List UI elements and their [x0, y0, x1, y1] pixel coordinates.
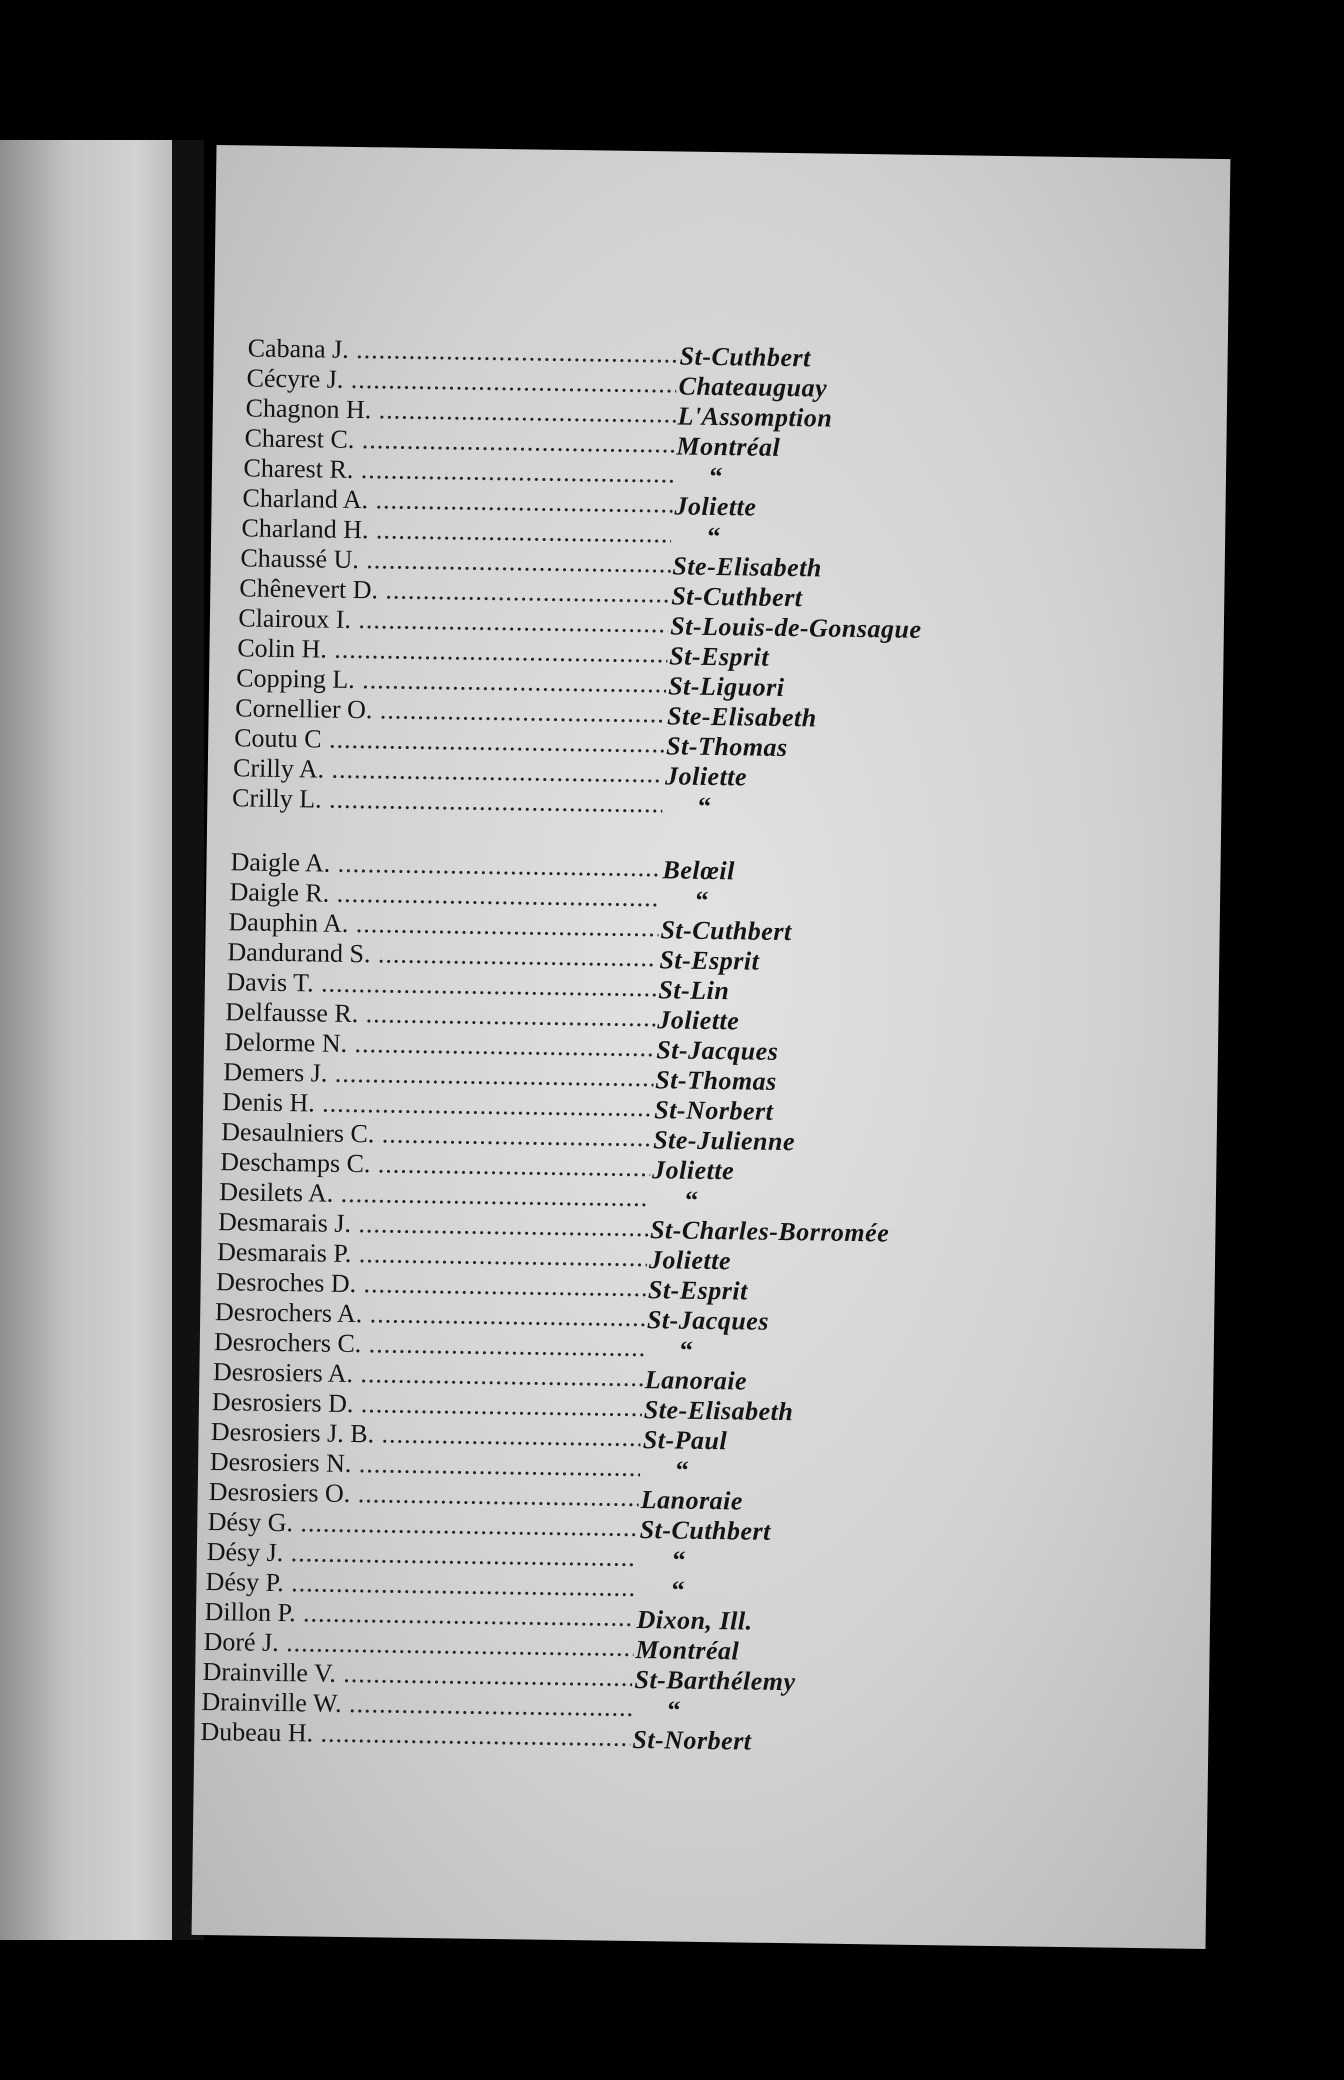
entry-name-text: Deschamps C.	[220, 1147, 371, 1179]
entry-place: Joliette	[657, 1005, 740, 1036]
entry-name-text: Charland H.	[241, 513, 369, 545]
entry-place: “	[675, 1455, 690, 1485]
entry-name-text: Desrochers C.	[213, 1327, 362, 1359]
entry-place: “	[667, 1695, 682, 1725]
entry-name-text: Desmarais J.	[217, 1207, 352, 1238]
entry-name-text: Désy P.	[205, 1566, 284, 1598]
entry-name-text: Desroches D.	[215, 1267, 357, 1299]
entry-place: St-Lin	[658, 975, 730, 1006]
entry-name-text: Desmarais P.	[216, 1237, 352, 1268]
entry-place: St-Cuthbert	[679, 341, 812, 373]
entry-place: St-Esprit	[647, 1275, 749, 1306]
entry-name-text: Desaulniers C.	[221, 1117, 375, 1149]
entry-place: St-Jacques	[656, 1035, 779, 1066]
entry-place: Lanoraie	[640, 1485, 744, 1516]
entry-name-text: Denis H.	[222, 1087, 315, 1118]
entry-place: St-Norbert	[632, 1724, 752, 1756]
entry-name-text: Desrosiers J. B.	[210, 1417, 375, 1449]
entry-place: Ste-Elisabeth	[666, 701, 817, 733]
entry-place: Ste-Elisabeth	[643, 1395, 794, 1427]
entry-name-text: Crilly A.	[232, 753, 325, 784]
entry-place: “	[679, 1335, 694, 1365]
entry-place: St-Norbert	[654, 1095, 774, 1126]
entry-name-text: Copping L.	[236, 663, 355, 694]
entry-name-text: Cornellier O.	[235, 693, 373, 725]
entry-place: L'Assomption	[677, 401, 833, 433]
directory-list	[192, 145, 1231, 1949]
entry-name-text: Dandurand S.	[227, 937, 371, 969]
entry-place: Montréal	[676, 431, 781, 462]
entry-name-text: Delorme N.	[224, 1027, 348, 1058]
entry-place: “	[707, 521, 722, 552]
directory-page	[192, 145, 1231, 1949]
entry-place: Dixon, Ill.	[636, 1605, 753, 1636]
entry-name-text: Demers J.	[223, 1057, 328, 1088]
entry-place: St-Thomas	[665, 731, 788, 763]
entry-place: Montréal	[635, 1635, 740, 1666]
entry-place: “	[672, 1545, 687, 1575]
entry-place: “	[709, 461, 724, 492]
entry-name-text: Desrosiers A.	[212, 1357, 354, 1389]
entry-place: Joliette	[664, 761, 748, 792]
entry-name-text: Delfausse R.	[225, 997, 359, 1029]
entry-name-text: Chaussé U.	[240, 543, 360, 575]
entry-place: St-Cuthbert	[660, 915, 792, 947]
entry-name-text: Dillon P.	[204, 1596, 296, 1628]
entry-place: Lanoraie	[644, 1365, 748, 1396]
entry-place: St-Cuthbert	[671, 581, 803, 613]
entry-place: Joliette	[651, 1155, 735, 1186]
entry-name-text: Charest R.	[243, 453, 354, 484]
entry-place: Joliette	[674, 491, 757, 522]
entry-name-text: Dubeau H.	[200, 1716, 314, 1748]
entry-name-text: Cécyre J.	[246, 363, 344, 394]
entry-name-text: Desrosiers D.	[211, 1387, 354, 1419]
entry-name-text: Dauphin A.	[228, 907, 349, 938]
entry-name-text: Colin H.	[237, 633, 328, 664]
entry-name-text: Cabana J.	[247, 333, 350, 364]
entry-place: Ste-Elisabeth	[672, 551, 823, 583]
entry-place: St-Esprit	[659, 945, 760, 976]
entry-name-text: Charland A.	[242, 483, 369, 515]
entry-place: “	[671, 1575, 686, 1605]
entry-name-text: Desrosiers O.	[208, 1477, 351, 1509]
entry-place: Ste-Julienne	[652, 1125, 796, 1157]
entry-place: Chateauguay	[678, 371, 828, 403]
entry-name-text: Drainville V.	[202, 1656, 337, 1688]
entry-place: St-Louis-de-Gonsague	[670, 611, 922, 644]
entry-place: “	[695, 885, 710, 915]
entry-place: “	[684, 1185, 699, 1215]
entry-name-text: Desrochers A.	[214, 1297, 363, 1329]
entry-place: St-Cuthbert	[639, 1515, 772, 1546]
entry-name	[200, 1717, 630, 1753]
entry-name-text: Drainville W.	[201, 1686, 342, 1718]
entry-name-text: Désy J.	[206, 1537, 284, 1568]
entry-name-text: Daigle R.	[229, 877, 330, 908]
entry-place: St-Barthélemy	[634, 1664, 796, 1697]
left-page-edge	[0, 140, 172, 1940]
entry-place: St-Thomas	[655, 1065, 777, 1096]
entry-place: “	[697, 791, 712, 821]
entry-name-text: Chênevert D.	[239, 573, 379, 605]
entry-place: St-Liguori	[668, 671, 785, 702]
entry-place: St-Esprit	[669, 641, 770, 672]
entry-name	[232, 783, 662, 819]
entry-name-text: Desrosiers N.	[209, 1447, 352, 1479]
entry-place: St-Paul	[642, 1425, 728, 1456]
entry-name-text: Clairoux I.	[238, 603, 352, 634]
entry-name-text: Desilets A.	[218, 1177, 334, 1208]
entry-place: Joliette	[648, 1245, 732, 1276]
entry-place: St-Charles-Borromée	[649, 1215, 890, 1248]
entry-place: St-Jacques	[646, 1305, 770, 1336]
entry-place: Belœil	[662, 855, 736, 886]
entry-name-text: Charest C.	[244, 423, 355, 454]
entry-name-text: Crilly L.	[231, 783, 322, 814]
entry-name-text: Doré J.	[203, 1626, 279, 1658]
entry-name-text: Daigle A.	[230, 847, 331, 878]
entry-name-text: Désy G.	[207, 1507, 294, 1538]
entry-name-text: Davis T.	[226, 967, 314, 998]
entry-name-text: Chagnon H.	[245, 393, 372, 425]
entry-name-text: Coutu C	[234, 723, 322, 754]
